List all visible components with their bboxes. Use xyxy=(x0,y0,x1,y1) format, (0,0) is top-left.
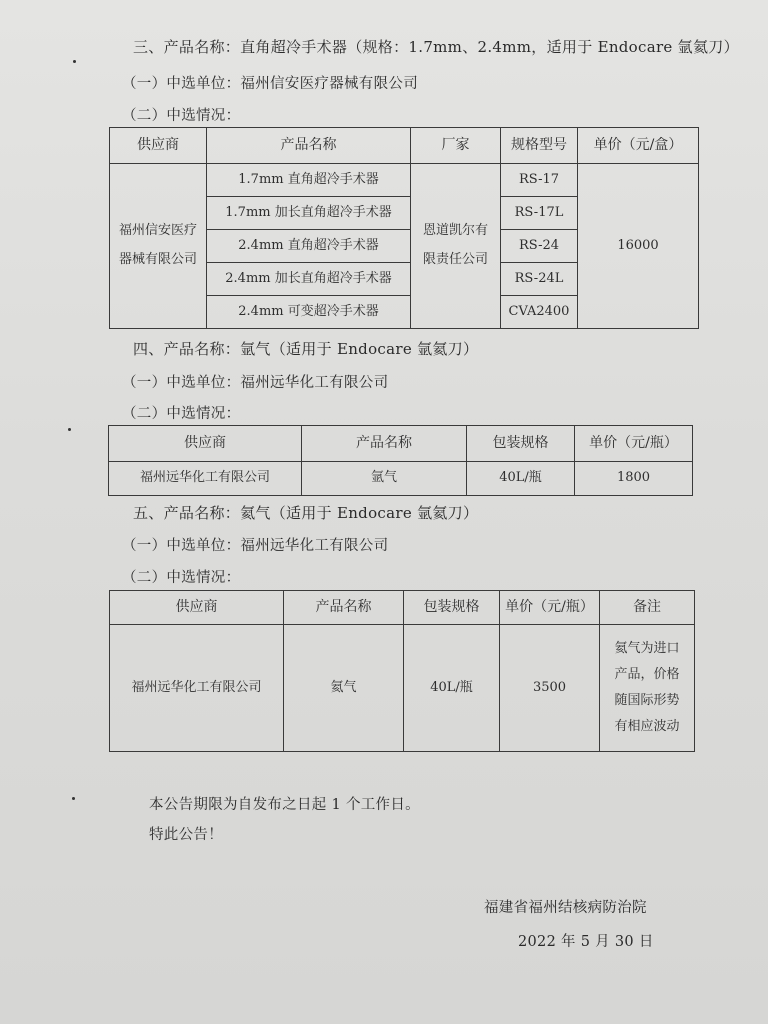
table-row xyxy=(109,462,693,496)
product-name-cell: 氩气 xyxy=(302,462,467,496)
header-unit-price: 单价（元/瓶） xyxy=(500,591,600,625)
model-cell: RS-17L xyxy=(501,197,578,230)
table-header-row xyxy=(110,128,699,164)
margin-dot xyxy=(73,60,76,63)
section-4-table xyxy=(108,425,693,496)
issuing-organization: 福建省福州结核病防治院 xyxy=(484,900,647,916)
closing-text: 特此公告！ xyxy=(149,827,223,843)
remarks-cell: 氦气为进口产品，价格随国际形势有相应波动 xyxy=(600,625,695,752)
product-name-cell: 氦气 xyxy=(284,625,404,752)
model-cell: CVA2400 xyxy=(501,296,578,329)
section-5-title: 五、产品名称：氦气（适用于 Endocare 氩氦刀） xyxy=(133,504,479,522)
section-3-title: 三、产品名称：直角超冷手术器（规格：1.7mm、2.4mm，适用于 Endocare 氩氦刀） xyxy=(133,38,739,56)
manufacturer-cell: 恩道凯尔有限责任公司 xyxy=(411,164,501,329)
product-name-cell: 2.4mm 加长直角超冷手术器 xyxy=(207,263,411,296)
header-unit-price: 单价（元/盒） xyxy=(578,128,699,164)
supplier-cell: 福州远华化工有限公司 xyxy=(109,462,302,496)
section-3-selection-status: （二）中选情况： xyxy=(122,108,241,124)
section-5-selection-status: （二）中选情况： xyxy=(122,570,241,586)
section-4-selection-status: （二）中选情况： xyxy=(122,406,241,422)
supplier-cell: 福州信安医疗器械有限公司 xyxy=(110,164,207,329)
product-name-cell: 1.7mm 直角超冷手术器 xyxy=(207,164,411,197)
header-supplier: 供应商 xyxy=(109,426,302,462)
model-cell: RS-17 xyxy=(501,164,578,197)
model-cell: RS-24 xyxy=(501,230,578,263)
section-4-selected-unit: （一）中选单位：福州远华化工有限公司 xyxy=(122,375,389,391)
table-row xyxy=(110,625,695,752)
section-4-title: 四、产品名称：氩气（适用于 Endocare 氩氦刀） xyxy=(133,340,479,358)
model-cell: RS-24L xyxy=(501,263,578,296)
section-5-selected-unit: （一）中选单位：福州远华化工有限公司 xyxy=(122,538,389,554)
header-manufacturer: 厂家 xyxy=(411,128,501,164)
product-name-cell: 1.7mm 加长直角超冷手术器 xyxy=(207,197,411,230)
issue-date: 2022 年 5 月 30 日 xyxy=(518,934,654,950)
product-name-cell: 2.4mm 可变超冷手术器 xyxy=(207,296,411,329)
header-package-spec: 包装规格 xyxy=(467,426,575,462)
header-product-name: 产品名称 xyxy=(284,591,404,625)
package-spec-cell: 40L/瓶 xyxy=(467,462,575,496)
package-spec-cell: 40L/瓶 xyxy=(404,625,500,752)
price-cell: 1800 xyxy=(575,462,693,496)
margin-dot xyxy=(68,428,71,431)
header-product-name: 产品名称 xyxy=(302,426,467,462)
header-supplier: 供应商 xyxy=(110,128,207,164)
section-5-table xyxy=(109,590,695,752)
margin-dot xyxy=(72,797,75,800)
product-name-cell: 2.4mm 直角超冷手术器 xyxy=(207,230,411,263)
price-cell: 3500 xyxy=(500,625,600,752)
header-remarks: 备注 xyxy=(600,591,695,625)
notice-period-text: 本公告期限为自发布之日起 1 个工作日。 xyxy=(149,797,420,813)
table-header-row xyxy=(109,426,693,462)
header-model: 规格型号 xyxy=(501,128,578,164)
header-product-name: 产品名称 xyxy=(207,128,411,164)
table-row xyxy=(110,164,699,197)
header-unit-price: 单价（元/瓶） xyxy=(575,426,693,462)
section-3-selected-unit: （一）中选单位：福州信安医疗器械有限公司 xyxy=(122,76,418,92)
section-3-table xyxy=(109,127,699,329)
price-cell: 16000 xyxy=(578,164,699,329)
header-supplier: 供应商 xyxy=(110,591,284,625)
header-package-spec: 包装规格 xyxy=(404,591,500,625)
table-header-row xyxy=(110,591,695,625)
supplier-cell: 福州远华化工有限公司 xyxy=(110,625,284,752)
